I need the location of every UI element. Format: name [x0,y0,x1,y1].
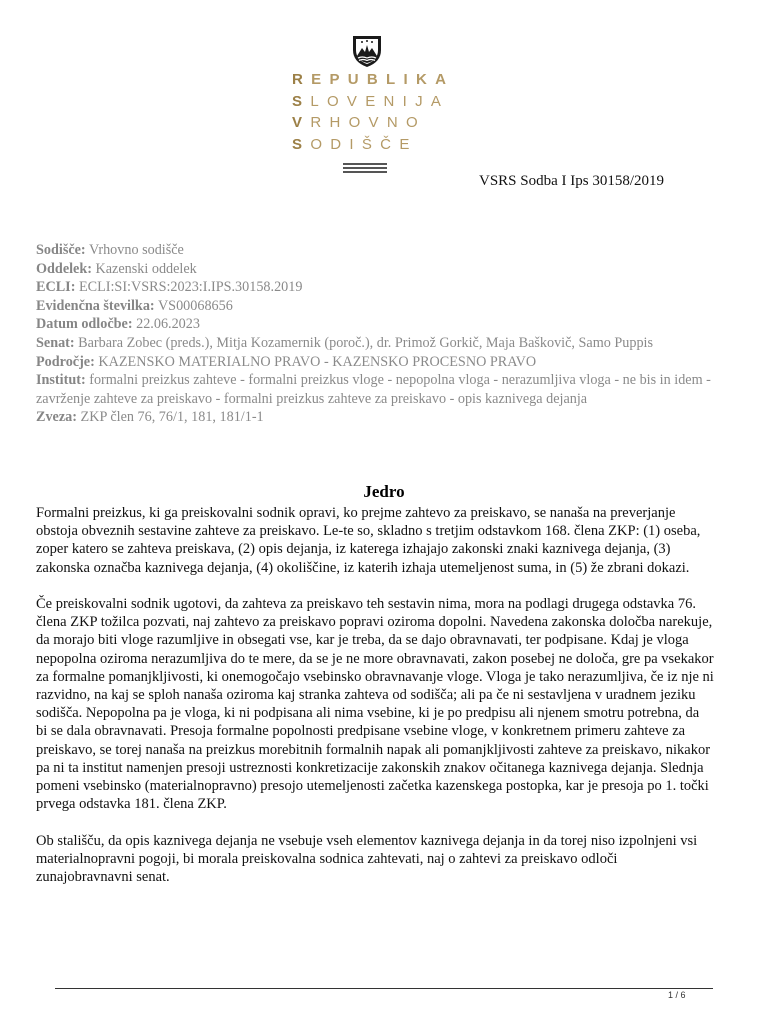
court-name-logo [292,69,455,155]
court-name-line-3: VRHOVNO [292,114,426,131]
court-name-line-1: REPUBLIKA [292,71,455,88]
document-reference: VSRS Sodba I Ips 30158/2019 [479,173,665,189]
metadata-row-decision-date: Datum odločbe: 22.06.2023 [36,316,200,333]
header-divider [343,163,387,175]
document-body [36,504,714,904]
metadata-row-field: Področje: KAZENSKO MATERIALNO PRAVO - KAZENSKO PROCESNO PRAVO [36,353,537,370]
metadata-row-department: Oddelek: Kazenski oddelek [36,260,197,277]
court-name-line-4: SODIŠČE [292,135,418,153]
paragraph-1: Formalni preizkus, ki ga preiskovalni sodnik opravi, ko prejme zahtevo za preiskavo, se nanaša na preverjanje obstoja obveznih sestavine zahteve za preiskavo. Le-te so, skladno s tretjim odstavkom 168. člena ZKP: (1) oseba, zoper katero se zahteva preiskava, (2) opis dejanja, iz katerega izhajajo zakonski znaki kaznivega dejanja, (3) zakonska označba kaznivega dejanja, (4) okoliščine, iz katerih izhaja utemeljenost suma, in (5) že zbrani dokazi. [36,505,701,576]
metadata-row-ecli: ECLI: ECLI:SI:VSRS:2023:I.IPS.30158.2019 [36,279,303,296]
metadata-row-court: Sodišče: Vrhovno sodišče [36,242,184,258]
metadata-row-senate: Senat: Barbara Zobec (preds.), Mitja Kozamernik (poroč.), dr. Primož Gorkič, Maja Baškovič, Samo Puppis [36,334,654,351]
metadata-row-relation: Zveza: ZKP člen 76, 76/1, 181, 181/1-1 [36,409,264,426]
coat-of-arms-icon [351,34,383,68]
page-number: 1 / 6 [668,990,686,1000]
paragraph-2: Če preiskovalni sodnik ugotovi, da zahteva za preiskavo teh sestavin nima, mora na podlagi drugega odstavka 76. člena ZKP tožilca pozvati, naj zahtevo za preiskavo popravi oziroma dopolni. Navedena zakonska določba narekuje, da morajo biti vloge razumljive in obsegati vse, kar je treba, da se dajo obravnavati, ter podpisane. Kdaj je vloga nepopolna oziroma nerazumljiva do te mere, da se je ne more obravnavati, zakon posebej ne določa, gre pa vsekakor za formalne pomanjkljivosti, ki onemogočajo vsebinsko obravnavanje vloge. Vloga je tako nerazumljiva, če iz nje ni razvidno, na kaj se sploh nanaša oziroma kaj stranka zahteva od sodišča; ali pa če ni sestavljena v uradnem jeziku sodišča. Nepopolna pa je vloga, ki ni podpisana ali nima vsebine, ki je po predpisu ali njenem smotru potrebna, da bi se dala obravnavati. Presoja formalne popolnosti predpisane vsebine vloge, v konkretnem primeru zahteve za preiskavo, se torej nanaša na preizkus morebitnih formalnih napak ali pomanjkljivosti zahteve za preiskavo, nikakor pa ni ta institut namenjen presoji ustreznosti konkretizacije zakonskih znakov očitanega kaznivega dejanja. Slednja pomeni vsebinsko (materialnopravno) presojo utemeljenosti začetka kazenskega postopka, kar je presoja po 1. točki prvega odstavka 181. člena ZKP. [36,596,714,813]
metadata-row-record-number: Evidenčna številka: VS00068656 [36,297,233,314]
metadata-block [36,241,736,427]
paragraph-3: Ob stališču, da opis kaznivega dejanja ne vsebuje vseh elementov kaznivega dejanja in da torej niso izpolnjeni vsi materialnopravni pogoji, bi morala preiskovalna sodnica zahtevati, naj o zahtevi za preiskavo odloči zunajobravnavni senat. [36,832,698,886]
court-name-line-2: SLOVENIJA [292,92,450,110]
section-title: Jedro [363,482,405,501]
metadata-row-institute: Institut: formalni preizkus zahteve - formalni preizkus vloge - nepopolna vloga - nerazumljiva vloga - ne bis in idem - zavrženje zahteve za preiskavo - formalni preizkus zahteve za preiskavo - opis kaznivega dejanja [36,372,711,407]
footer-divider [55,988,713,989]
